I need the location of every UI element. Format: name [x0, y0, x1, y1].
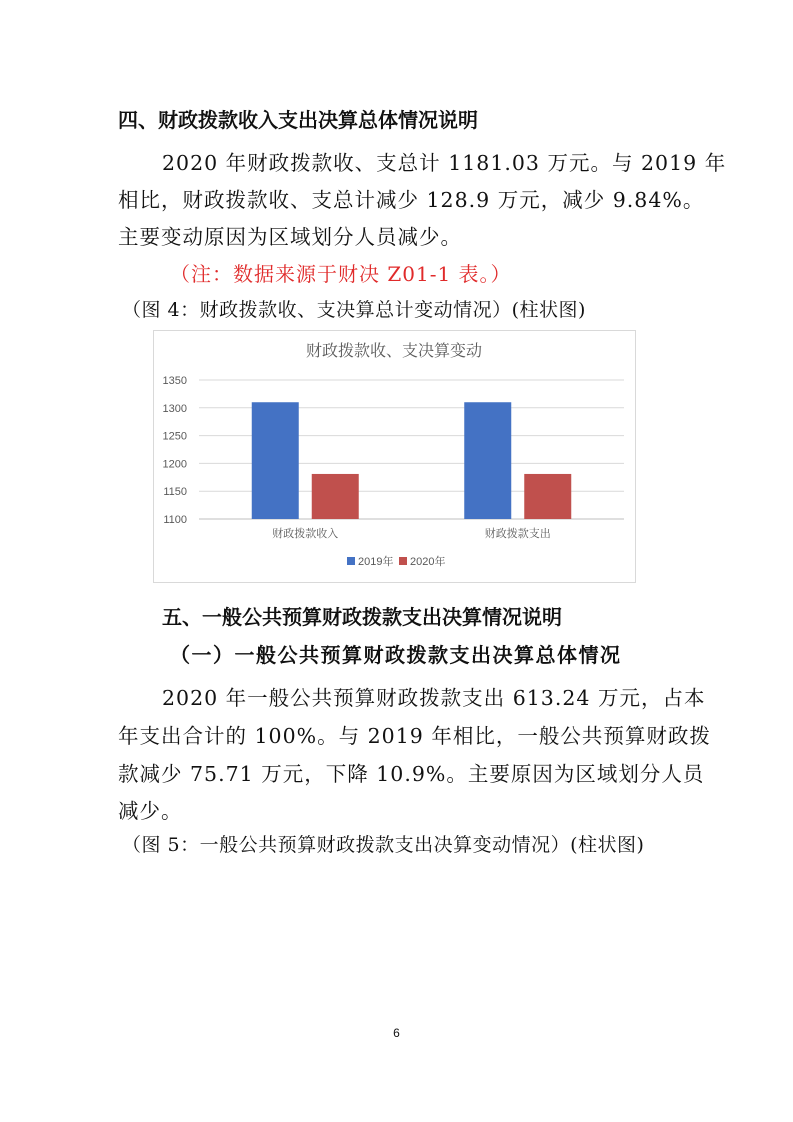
section5-para-line-2: 年支出合计的 100%。与 2019 年相比，一般公共预算财政拨: [118, 724, 711, 748]
legend-label: 2020年: [410, 556, 446, 568]
section4-para-line-1: 2020 年财政拨款收、支总计 1181.03 万元。与 2019 年: [162, 151, 727, 175]
y-tick-label: 1100: [163, 514, 187, 526]
bar-series-1: [464, 402, 511, 519]
section5-para-line-3: 款减少 75.71 万元，下降 10.9%。主要原因为区域划分人员: [118, 762, 705, 786]
legend-swatch: [347, 557, 355, 565]
bar-chart: [153, 330, 636, 583]
section5-para-line-1: 2020 年一般公共预算财政拨款支出 613.24 万元，占本: [162, 686, 706, 710]
legend-swatch: [399, 557, 407, 565]
bar-series-2: [524, 474, 571, 519]
page-number: 6: [393, 1026, 400, 1040]
bar-chart-svg: [154, 331, 635, 582]
y-tick-label: 1200: [162, 458, 187, 471]
bar-series-2: [312, 474, 359, 519]
legend-label: 2019年: [358, 556, 394, 568]
chart-title: 财政拨款收、支决算变动: [305, 343, 483, 360]
bar-series-1: [252, 402, 299, 519]
y-tick-label: 1250: [162, 430, 187, 443]
y-tick-label: 1300: [162, 402, 187, 415]
section4-heading: 四、财政拨款收入支出决算总体情况说明: [118, 108, 478, 132]
figure4-caption: （图 4：财政拨款收、支决算总计变动情况）(柱状图): [122, 299, 586, 321]
y-tick-label: 1350: [162, 375, 187, 387]
y-tick-label: 1150: [163, 486, 187, 499]
section5-subheading: （一）一般公共预算财政拨款支出决算总体情况: [170, 643, 622, 667]
x-tick-label: 财政拨款支出: [484, 528, 551, 540]
section5-heading: 五、一般公共预算财政拨款支出决算情况说明: [162, 605, 562, 629]
section5-para-line-4: 减少。: [118, 799, 183, 823]
section4-para-line-2: 相比，财政拨款收、支总计减少 128.9 万元，减少 9.84%。: [118, 188, 705, 212]
data-source-note: （注：数据来源于财决 Z01-1 表。）: [170, 262, 512, 286]
x-tick-label: 财政拨款收入: [272, 528, 339, 540]
figure5-caption: （图 5：一般公共预算财政拨款支出决算变动情况）(柱状图): [122, 834, 645, 856]
section4-para-line-3: 主要变动原因为区域划分人员减少。: [118, 225, 462, 249]
